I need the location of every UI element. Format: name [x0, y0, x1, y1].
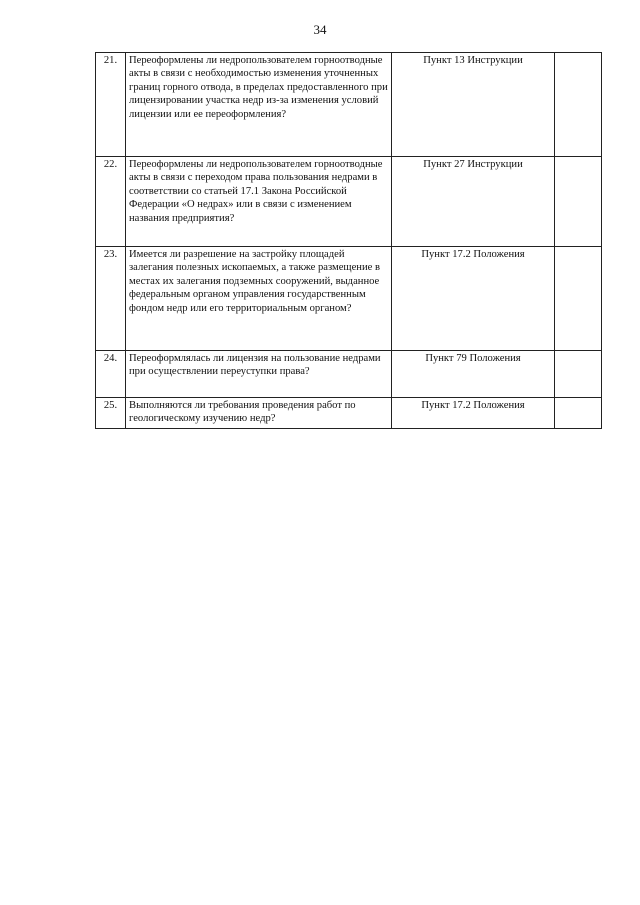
answer-cell — [555, 398, 602, 429]
answer-cell — [555, 247, 602, 351]
question-text: Переоформлены ли недропользователем горноотводные акты в связи с необходимостью изменения уточненных границ горного отвода, в пределах предоставленного при лицензировании участка недр из-за изменения условий лицензии или ее переоформления? — [126, 53, 392, 157]
row-number: 21. — [96, 53, 126, 157]
table-row — [96, 157, 602, 247]
question-text: Имеется ли разрешение на застройку площадей залегания полезных ископаемых, а также размещение в местах их залегания подземных сооружений, выданное федеральным органом управления государственным фондом недр или его территориальным органом? — [126, 247, 392, 351]
answer-cell — [555, 157, 602, 247]
answer-cell — [555, 351, 602, 398]
reference-text: Пункт 13 Инструкции — [392, 53, 555, 157]
row-number: 23. — [96, 247, 126, 351]
question-text: Переоформлялась ли лицензия на пользование недрами при осуществлении переуступки права? — [126, 351, 392, 398]
table-row — [96, 247, 602, 351]
reference-text: Пункт 17.2 Положения — [392, 398, 555, 429]
table-row — [96, 351, 602, 398]
row-number: 25. — [96, 398, 126, 429]
table-row — [96, 53, 602, 157]
row-number: 24. — [96, 351, 126, 398]
row-number: 22. — [96, 157, 126, 247]
answer-cell — [555, 53, 602, 157]
checklist-table — [95, 52, 602, 429]
page-number: 34 — [313, 22, 327, 37]
table-row — [96, 398, 602, 429]
reference-text: Пункт 79 Положения — [392, 351, 555, 398]
reference-text: Пункт 27 Инструкции — [392, 157, 555, 247]
question-text: Выполняются ли требования проведения работ по геологическому изучению недр? — [126, 398, 392, 429]
question-text: Переоформлены ли недропользователем горноотводные акты в связи с переходом права пользования недрами в соответствии со статьей 17.1 Закона Российской Федерации «О недрах» или в связи с изменением названия предприятия? — [126, 157, 392, 247]
reference-text: Пункт 17.2 Положения — [392, 247, 555, 351]
